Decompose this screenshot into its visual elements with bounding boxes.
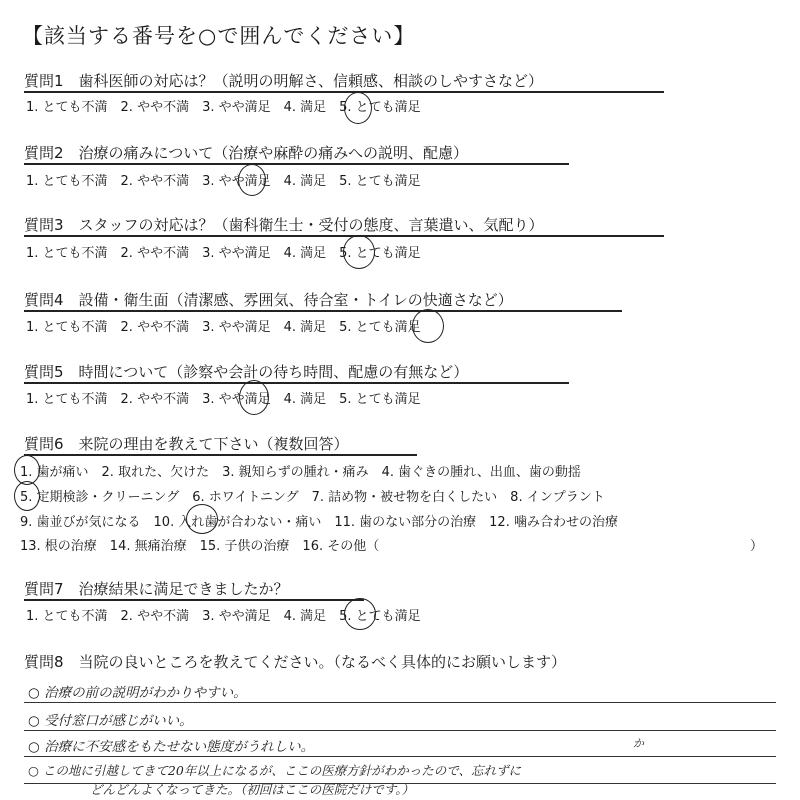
answer-rule-2 bbox=[24, 730, 776, 731]
q8-answer-2[interactable]: ○ 受付窓口が感じがいい。 bbox=[28, 713, 193, 729]
q3-options[interactable]: 1. とても不満 2. やや不満 3. やや満足 4. 満足 5. とても満足 bbox=[26, 246, 421, 261]
q1-options[interactable]: 1. とても不満 2. やや不満 3. やや満足 4. 満足 5. とても満足 bbox=[26, 100, 421, 115]
q8-answer-1[interactable]: ○ 治療の前の説明がわかりやすい。 bbox=[28, 685, 247, 701]
q8-answer-3[interactable]: ○ 治療に不安感をもたせない態度がうれしい。 bbox=[28, 739, 315, 755]
q2-answer-circle bbox=[238, 164, 266, 196]
q6-options-line1[interactable]: 1. 歯が痛い 2. 取れた、欠けた 3. 親知らずの腫れ・痛み 4. 歯ぐきの腫れ、出血、歯の動揺 bbox=[20, 465, 581, 480]
q6-answer-circle-10 bbox=[186, 504, 218, 534]
q2-options[interactable]: 1. とても不満 2. やや不満 3. やや満足 4. 満足 5. とても満足 bbox=[26, 174, 421, 189]
q6-options-line2[interactable]: 5. 定期検診・クリーニング 6. ホワイトニング 7. 詰め物・被せ物を白くしたい 8. インプラント bbox=[20, 490, 605, 505]
answer-rule-3 bbox=[24, 756, 776, 757]
q8-heading: 質問8 当院の良いところを教えてください。（なるべく具体的にお願いします） bbox=[24, 653, 567, 671]
q6-answer-circle-5 bbox=[14, 481, 40, 511]
q3-heading: 質問3 スタッフの対応は？（歯科衛生士・受付の態度、言葉遣い、気配り） bbox=[24, 216, 544, 234]
q4-answer-circle bbox=[412, 309, 444, 343]
q4-underline bbox=[24, 310, 622, 312]
q7-heading: 質問7 治療結果に満足できましたか？ bbox=[24, 580, 289, 598]
q6-other-close-paren: ） bbox=[750, 539, 764, 554]
q6-heading: 質問6 来院の理由を教えて下さい（複数回答） bbox=[24, 435, 349, 453]
q3-answer-circle bbox=[343, 235, 375, 269]
q4-options[interactable]: 1. とても不満 2. やや不満 3. やや満足 4. 満足 5. とても満足 bbox=[26, 320, 421, 335]
q5-underline bbox=[24, 382, 569, 384]
answer-rule-1 bbox=[24, 702, 776, 703]
q6-options-line4[interactable]: 13. 根の治療 14. 無痛治療 15. 子供の治療 16. その他（ bbox=[20, 539, 380, 554]
q5-heading: 質問5 時間について（診察や会計の待ち時間、配慮の有無など） bbox=[24, 363, 469, 381]
page-title: 【該当する番号を○で囲んでください】 bbox=[22, 24, 416, 48]
q6-options-line3[interactable]: 9. 歯並びが気になる 10. 入れ歯が合わない・痛い 11. 歯のない部分の治療 12. 噛み合わせの治療 bbox=[20, 515, 618, 530]
q3-underline bbox=[24, 235, 664, 237]
q1-heading: 質問1 歯科医師の対応は？（説明の明解さ、信頼感、相談のしやすさなど） bbox=[24, 72, 543, 90]
q2-underline bbox=[24, 163, 569, 165]
q7-answer-circle bbox=[344, 598, 376, 630]
q8-answer-5[interactable]: どんどんよくなってきた。（初回はここの医院だけです。） bbox=[90, 782, 415, 797]
q4-heading: 質問4 設備・衛生面（清潔感、雰囲気、待合室・トイレの快適さなど） bbox=[24, 291, 513, 309]
q1-answer-circle bbox=[344, 92, 372, 124]
q5-options[interactable]: 1. とても不満 2. やや不満 3. やや満足 4. 満足 5. とても満足 bbox=[26, 392, 421, 407]
q6-underline bbox=[24, 454, 417, 456]
q7-options[interactable]: 1. とても不満 2. やや不満 3. やや満足 4. 満足 5. とても満足 bbox=[26, 609, 421, 624]
q1-underline bbox=[24, 91, 664, 93]
q8-answer-4[interactable]: ○ この地に引越してきて20年以上になるが、ここの医療方針がわかったので、忘れずに bbox=[28, 763, 522, 778]
q8-inserted-note: か bbox=[633, 737, 644, 750]
q7-underline bbox=[24, 599, 364, 601]
q2-heading: 質問2 治療の痛みについて（治療や麻酔の痛みへの説明、配慮） bbox=[24, 144, 468, 162]
q5-answer-circle bbox=[239, 380, 269, 415]
